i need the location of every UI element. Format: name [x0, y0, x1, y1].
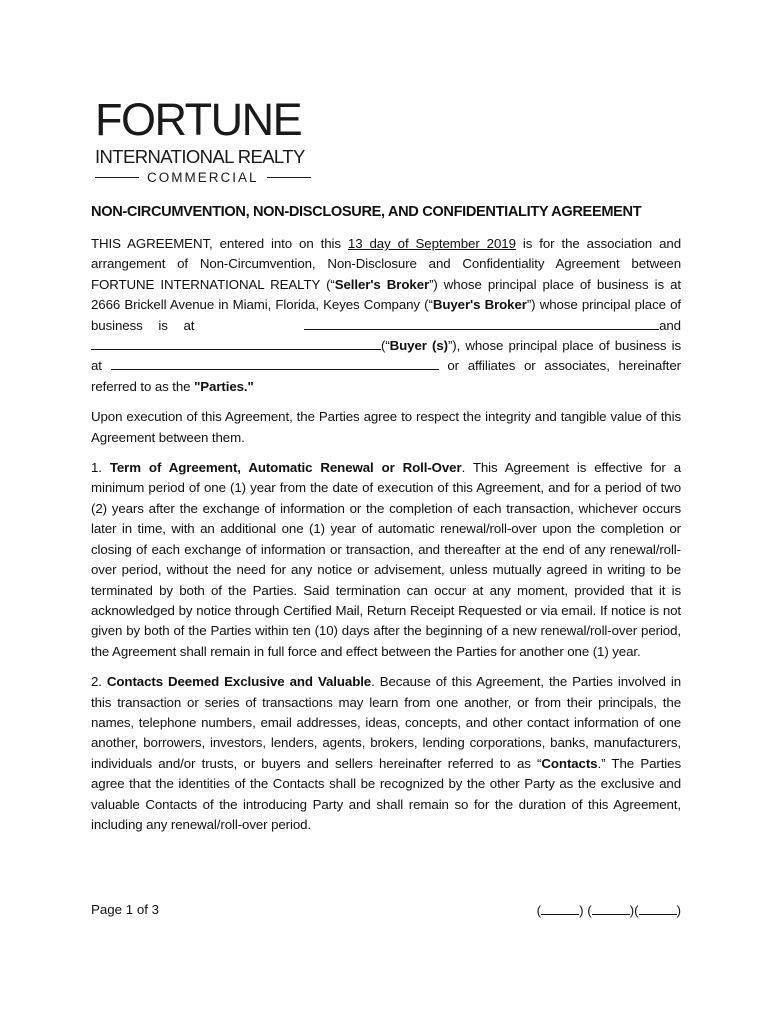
document-body [91, 234, 681, 845]
intro-text: and [659, 317, 681, 333]
sellers-broker-term: Seller's Broker [334, 276, 430, 292]
paren: ) [676, 903, 681, 918]
section-number: 2. [91, 674, 107, 690]
section-heading: Term of Agreement, Automatic Renewal or Roll-Over [109, 460, 462, 476]
intro-text: ”), whose principal place of business is at [91, 338, 681, 374]
logo-division [95, 170, 330, 185]
buyer-term: Buyer (s) [389, 338, 448, 354]
page-number: Page 1 of 3 [91, 902, 160, 917]
paren: ( [634, 903, 639, 918]
contacts-term: Contacts [541, 755, 598, 771]
initials-blank-2[interactable] [592, 902, 630, 915]
logo-wordmark: FORTUNE [95, 94, 302, 145]
section-number: 1. [91, 460, 110, 476]
execution-paragraph: Upon execution of this Agreement, the Parties agree to respect the integrity and tangible value of this Agreement between them. [91, 409, 681, 445]
intro-text: ”) whose principal place of business is at 2666 Brickell Avenue in Miami, Florida, Keyes Company (“ [91, 276, 681, 313]
section-text: . This Agreement is effective for a minimum period of one (1) year from the date of execution of this Agreement, and for a period of two (2) years after the exchange of information or the completion of each transaction, whichever occurs later in time, with an additional one (1) year of automatic renewal/roll-over upon the completion or closing of each exchange of information or transaction, and thereafter at the end of any renewal/roll-over period, without the need for any notice or advisement, unless mutually agreed in writing to be terminated by both of the Parties. Said termination can occur at any moment, provided that it is acknowledged by notice through Certified Mail, Return Receipt Requested or via email. If notice is not given by both of the Parties within ten (10) days after the beginning of a new renewal/roll-over period, the Agreement shall remain in full force and effect between the Parties for another one (1) year. [91, 460, 682, 659]
paren: ) [629, 903, 635, 918]
logo-subtitle: INTERNATIONAL REALTY [95, 146, 305, 167]
buyers-broker-term: Buyer's Broker [432, 297, 527, 313]
paren: ( [536, 903, 542, 918]
page-footer [91, 902, 681, 918]
logo-rule-left [95, 177, 139, 179]
section-term-of-agreement [91, 458, 681, 662]
logo-rule-right [267, 177, 311, 179]
intro-text: ”) whose principal place of business is at [91, 297, 681, 333]
initials-blank-3[interactable] [639, 902, 677, 915]
intro-text: THIS AGREEMENT, entered into on this [91, 236, 348, 251]
intro-text: (“ [381, 338, 390, 354]
initials-boxes [537, 902, 681, 918]
initials-blank-1[interactable] [541, 902, 579, 915]
agreement-date: 13 day of September 2019 [347, 236, 516, 251]
section-contacts-exclusive [91, 672, 681, 835]
paren: ( [587, 903, 592, 918]
buyers-broker-address-blank[interactable] [304, 316, 659, 330]
section-heading: Contacts Deemed Exclusive and Valuable [106, 674, 372, 690]
parties-term: "Parties." [194, 378, 254, 394]
section-text: . Because of this Agreement, the Parties involved in this transaction or series of transactions may learn from one another, or from their principals, the names, telephone numbers, email addresses, ideas, concepts, and other contact information of one another, borrowers, investors, lenders, agents, brokers, lending corporations, banks, manufacturers, individuals and/or trusts, or buyers and sellers hereinafter referred to as “ [91, 674, 681, 771]
company-logo [95, 94, 330, 185]
section-text: .” The Parties agree that the identities of the Contacts shall be recognized by the other Party as the exclusive and valuable Contacts of the introducing Party and shall remain so for the duration of this Agreement, including any renewal/roll-over period. [91, 755, 682, 832]
buyer-name-blank[interactable] [91, 336, 381, 350]
paren: ) [579, 903, 584, 918]
buyer-address-blank[interactable] [111, 356, 439, 370]
intro-paragraph [91, 234, 681, 397]
intro-text: is for the association and arrangement of Non-Circumvention, Non-Disclosure and Confidentiality Agreement between FORTUNE INTERNATIONAL REALTY (“ [91, 236, 681, 292]
intro-text: or affiliates or associates, hereinafter referred to as the [91, 358, 681, 394]
logo-division-label: COMMERCIAL [147, 170, 259, 185]
document-title: NON-CIRCUMVENTION, NON-DISCLOSURE, AND CONFIDENTIALITY AGREEMENT [91, 204, 642, 220]
